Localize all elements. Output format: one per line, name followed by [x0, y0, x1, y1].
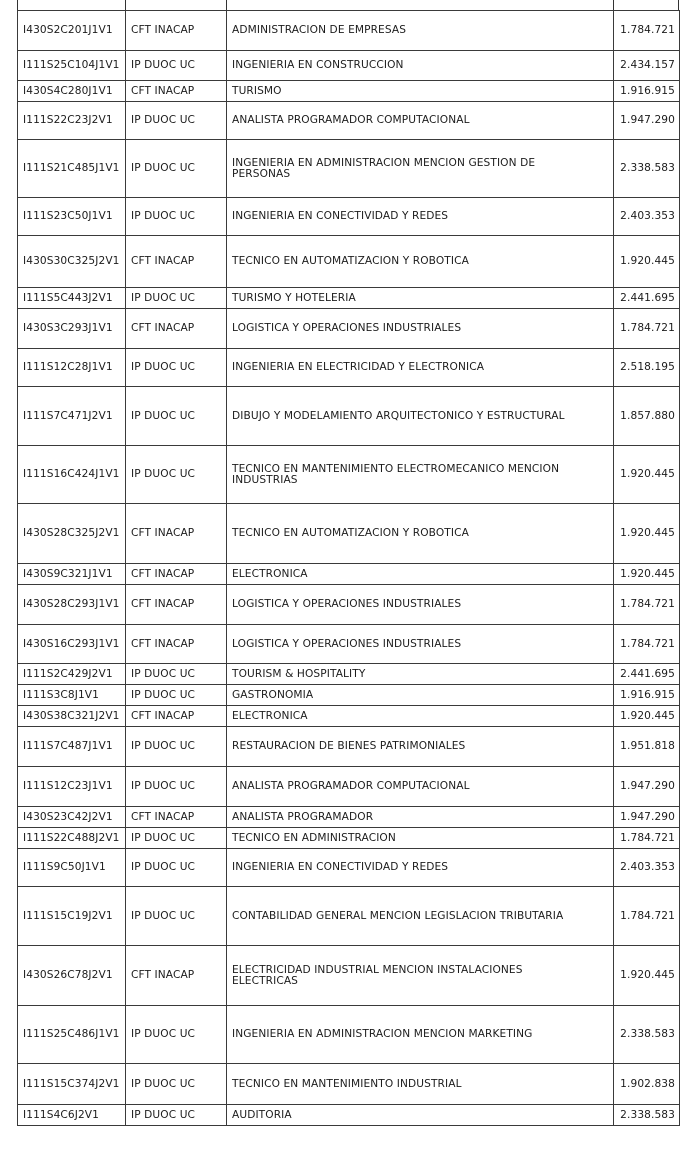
institution-cell-text: IP DUOC UC	[131, 59, 196, 71]
institution-cell-text: CFT INACAP	[131, 637, 195, 650]
institution-cell	[126, 887, 227, 946]
institution-cell-text: CFT INACAP	[131, 527, 195, 539]
program-cell	[227, 1064, 614, 1105]
code-cell-text: I430S16C293J1V1	[23, 637, 120, 650]
amount-cell	[614, 828, 680, 849]
table-row	[18, 504, 680, 564]
program-cell	[227, 664, 614, 685]
institution-cell-text: IP DUOC UC	[131, 291, 196, 304]
code-cell-text: I111S2C429J2V1	[23, 667, 113, 680]
table-row	[18, 564, 680, 585]
code-cell-text: I111S21C485J1V1	[23, 162, 120, 174]
amount-cell-text: 2.403.353	[620, 210, 675, 222]
institution-cell-text: IP DUOC UC	[131, 688, 196, 701]
code-cell	[18, 81, 126, 102]
institution-cell	[126, 946, 227, 1006]
institution-cell	[126, 504, 227, 564]
program-cell-text: ELECTRONICA	[232, 567, 308, 580]
program-cell-text: INGENIERIA EN ADMINISTRACION MENCION GESTION DE PERSONAS	[232, 156, 536, 180]
institution-cell	[126, 140, 227, 198]
code-cell-text: I111S12C28J1V1	[23, 361, 113, 373]
code-cell-text: I111S15C19J2V1	[23, 909, 113, 922]
amount-cell	[614, 887, 680, 946]
code-cell-text: I111S7C487J1V1	[23, 740, 113, 752]
program-cell	[227, 828, 614, 849]
table-row	[18, 706, 680, 727]
code-cell	[18, 625, 126, 664]
amount-cell	[614, 288, 680, 309]
program-cell	[227, 446, 614, 504]
code-cell-text: I111S9C50J1V1	[23, 861, 106, 873]
code-cell	[18, 140, 126, 198]
code-cell	[18, 767, 126, 807]
institution-cell-text: CFT INACAP	[131, 810, 195, 823]
code-cell-text: I111S15C374J2V1	[23, 1077, 120, 1090]
table-row	[18, 51, 680, 81]
code-cell	[18, 51, 126, 81]
amount-cell	[614, 102, 680, 140]
code-cell-text: I111S22C488J2V1	[23, 831, 120, 844]
code-cell	[18, 11, 126, 51]
program-cell-text: ADMINISTRACION DE EMPRESAS	[232, 24, 407, 36]
program-cell	[227, 849, 614, 887]
institution-cell-text: IP DUOC UC	[131, 740, 196, 752]
institution-cell-text: IP DUOC UC	[131, 861, 196, 873]
amount-cell-text: 2.518.195	[620, 361, 675, 373]
amount-cell	[614, 140, 680, 198]
amount-cell-text: 1.920.445	[620, 468, 675, 480]
amount-cell-text: 1.784.721	[620, 909, 675, 922]
program-cell	[227, 387, 614, 446]
program-cell	[227, 51, 614, 81]
amount-cell	[614, 198, 680, 236]
code-cell-text: I111S7C471J2V1	[23, 409, 113, 422]
institution-cell	[126, 849, 227, 887]
program-cell-text: INGENIERIA EN CONSTRUCCION	[232, 59, 404, 71]
amount-cell	[614, 727, 680, 767]
amount-cell-text: 1.947.290	[620, 780, 675, 792]
program-cell	[227, 349, 614, 387]
amount-cell-text: 1.784.721	[620, 637, 675, 650]
program-cell-text: ANALISTA PROGRAMADOR	[232, 810, 374, 823]
amount-cell-text: 2.338.583	[620, 162, 675, 174]
table-row	[18, 625, 680, 664]
institution-cell-text: IP DUOC UC	[131, 1108, 196, 1121]
amount-cell	[614, 664, 680, 685]
program-cell-text: ANALISTA PROGRAMADOR COMPUTACIONAL	[232, 780, 470, 792]
code-cell-text: I111S16C424J1V1	[23, 468, 120, 480]
code-cell-text: I430S3C293J1V1	[23, 322, 113, 334]
column-rule-top	[17, 0, 678, 10]
program-cell-text: TECNICO EN AUTOMATIZACION Y ROBOTICA	[232, 527, 469, 539]
code-cell-text: I111S25C104J1V1	[23, 59, 120, 71]
institution-cell-text: IP DUOC UC	[131, 361, 196, 373]
amount-cell	[614, 446, 680, 504]
code-cell	[18, 946, 126, 1006]
institution-cell	[126, 11, 227, 51]
code-cell	[18, 504, 126, 564]
program-cell-text: INGENIERIA EN CONECTIVIDAD Y REDES	[232, 861, 449, 873]
institution-cell-text: IP DUOC UC	[131, 409, 196, 422]
institution-cell-text: CFT INACAP	[131, 598, 195, 610]
institution-cell-text: CFT INACAP	[131, 255, 195, 267]
code-cell	[18, 727, 126, 767]
program-cell-text: AUDITORIA	[232, 1108, 292, 1121]
amount-cell-text: 1.947.290	[620, 810, 675, 823]
institution-cell	[126, 236, 227, 288]
program-cell	[227, 685, 614, 706]
program-cell-text: DIBUJO Y MODELAMIENTO ARQUITECTONICO Y ESTRUCTURAL	[232, 409, 565, 422]
amount-cell-text: 1.920.445	[620, 567, 675, 580]
program-cell-text: GASTRONOMIA	[232, 688, 314, 701]
institution-cell	[126, 1006, 227, 1064]
amount-cell-text: 1.902.838	[620, 1077, 675, 1090]
table-row	[18, 727, 680, 767]
institution-cell	[126, 102, 227, 140]
program-cell	[227, 727, 614, 767]
table-row	[18, 387, 680, 446]
institution-cell	[126, 1105, 227, 1126]
program-cell	[227, 102, 614, 140]
amount-cell	[614, 1064, 680, 1105]
table-row	[18, 664, 680, 685]
program-cell	[227, 504, 614, 564]
code-cell-text: I111S3C8J1V1	[23, 688, 99, 701]
table-row	[18, 288, 680, 309]
amount-cell-text: 2.441.695	[620, 667, 675, 680]
program-cell-text: TECNICO EN ADMINISTRACION	[232, 831, 396, 844]
table-row	[18, 807, 680, 828]
table-row	[18, 585, 680, 625]
institution-cell-text: CFT INACAP	[131, 24, 195, 36]
amount-cell-text: 2.403.353	[620, 861, 675, 873]
institution-cell	[126, 564, 227, 585]
program-cell-text: INGENIERIA EN ADMINISTRACION MENCION MARKETING	[232, 1028, 533, 1040]
institution-cell-text: IP DUOC UC	[131, 1028, 196, 1040]
program-cell	[227, 309, 614, 349]
program-cell	[227, 807, 614, 828]
code-cell	[18, 1064, 126, 1105]
amount-cell	[614, 625, 680, 664]
amount-cell	[614, 81, 680, 102]
amount-cell	[614, 706, 680, 727]
table-row	[18, 849, 680, 887]
code-cell-text: I430S4C280J1V1	[23, 84, 113, 97]
table-row	[18, 102, 680, 140]
program-cell-text: INGENIERIA EN CONECTIVIDAD Y REDES	[232, 210, 449, 222]
code-cell-text: I430S38C321J2V1	[23, 709, 120, 722]
code-cell-text: I111S25C486J1V1	[23, 1028, 120, 1040]
code-cell	[18, 1105, 126, 1126]
institution-cell	[126, 446, 227, 504]
amount-cell-text: 2.338.583	[620, 1028, 675, 1040]
amount-cell	[614, 946, 680, 1006]
code-cell	[18, 102, 126, 140]
program-cell-text: CONTABILIDAD GENERAL MENCION LEGISLACION TRIBUTARIA	[232, 909, 564, 922]
table-row	[18, 349, 680, 387]
program-cell-text: RESTAURACION DE BIENES PATRIMONIALES	[232, 740, 466, 752]
institution-cell-text: IP DUOC UC	[131, 210, 196, 222]
table-row	[18, 236, 680, 288]
institution-cell	[126, 706, 227, 727]
institution-cell-text: IP DUOC UC	[131, 667, 196, 680]
amount-cell-text: 1.784.721	[620, 24, 675, 36]
table-row	[18, 1064, 680, 1105]
program-cell-text: ANALISTA PROGRAMADOR COMPUTACIONAL	[232, 114, 470, 126]
program-cell	[227, 706, 614, 727]
institution-cell	[126, 51, 227, 81]
amount-cell	[614, 309, 680, 349]
institution-cell-text: CFT INACAP	[131, 709, 195, 722]
amount-cell-text: 1.916.915	[620, 84, 675, 97]
table-row	[18, 446, 680, 504]
table-row	[18, 887, 680, 946]
code-cell-text: I111S5C443J2V1	[23, 291, 113, 304]
institution-cell	[126, 807, 227, 828]
program-cell-text: LOGISTICA Y OPERACIONES INDUSTRIALES	[232, 598, 462, 610]
code-cell-text: I111S22C23J2V1	[23, 114, 113, 126]
program-cell	[227, 236, 614, 288]
amount-cell-text: 1.947.290	[620, 114, 675, 126]
institution-cell-text: IP DUOC UC	[131, 468, 196, 480]
table-row	[18, 1006, 680, 1064]
table-row	[18, 140, 680, 198]
program-cell	[227, 767, 614, 807]
institution-cell-text: IP DUOC UC	[131, 114, 196, 126]
program-cell	[227, 11, 614, 51]
institution-cell	[126, 1064, 227, 1105]
table-row	[18, 81, 680, 102]
amount-cell	[614, 504, 680, 564]
program-cell	[227, 1006, 614, 1064]
amount-cell	[614, 11, 680, 51]
code-cell-text: I430S26C78J2V1	[23, 969, 113, 981]
amount-cell	[614, 236, 680, 288]
institution-cell-text: IP DUOC UC	[131, 1077, 196, 1090]
careers-table	[17, 10, 680, 1126]
program-cell-text: TECNICO EN MANTENIMIENTO ELECTROMECANICO MENCION INDUSTRIAS	[232, 462, 560, 486]
code-cell-text: I430S9C321J1V1	[23, 567, 113, 580]
amount-cell	[614, 767, 680, 807]
institution-cell	[126, 349, 227, 387]
program-cell	[227, 887, 614, 946]
amount-cell	[614, 585, 680, 625]
code-cell-text: I430S28C293J1V1	[23, 598, 120, 610]
amount-cell	[614, 51, 680, 81]
code-cell-text: I430S23C42J2V1	[23, 810, 113, 823]
code-cell	[18, 706, 126, 727]
program-cell-text: TOURISM & HOSPITALITY	[232, 667, 366, 680]
institution-cell	[126, 727, 227, 767]
program-cell	[227, 625, 614, 664]
program-cell-text: TURISMO	[232, 84, 282, 97]
program-cell-text: TECNICO EN MANTENIMIENTO INDUSTRIAL	[232, 1077, 462, 1090]
table-row	[18, 198, 680, 236]
amount-cell-text: 2.441.695	[620, 291, 675, 304]
table-row	[18, 309, 680, 349]
code-cell	[18, 807, 126, 828]
code-cell	[18, 446, 126, 504]
amount-cell-text: 1.784.721	[620, 322, 675, 334]
program-cell-text: LOGISTICA Y OPERACIONES INDUSTRIALES	[232, 637, 462, 650]
program-cell	[227, 585, 614, 625]
program-cell	[227, 564, 614, 585]
institution-cell	[126, 198, 227, 236]
code-cell	[18, 887, 126, 946]
program-cell-text: TECNICO EN AUTOMATIZACION Y ROBOTICA	[232, 255, 469, 267]
program-cell-text: INGENIERIA EN ELECTRICIDAD Y ELECTRONICA	[232, 361, 485, 373]
program-cell-text: ELECTRICIDAD INDUSTRIAL MENCION INSTALACIONES ELECTRICAS	[232, 963, 523, 987]
institution-cell-text: CFT INACAP	[131, 969, 195, 981]
code-cell	[18, 849, 126, 887]
institution-cell	[126, 767, 227, 807]
code-cell-text: I111S4C6J2V1	[23, 1108, 99, 1121]
table-row	[18, 11, 680, 51]
program-cell	[227, 288, 614, 309]
amount-cell-text: 1.784.721	[620, 831, 675, 844]
table-row	[18, 767, 680, 807]
program-cell	[227, 81, 614, 102]
amount-cell-text: 1.951.818	[620, 740, 675, 752]
institution-cell-text: CFT INACAP	[131, 322, 195, 334]
institution-cell	[126, 288, 227, 309]
code-cell	[18, 198, 126, 236]
amount-cell	[614, 807, 680, 828]
code-cell	[18, 1006, 126, 1064]
amount-cell	[614, 387, 680, 446]
amount-cell-text: 1.916.915	[620, 688, 675, 701]
institution-cell-text: CFT INACAP	[131, 567, 195, 580]
amount-cell	[614, 349, 680, 387]
institution-cell	[126, 685, 227, 706]
table-row	[18, 685, 680, 706]
code-cell	[18, 288, 126, 309]
amount-cell	[614, 1105, 680, 1126]
amount-cell-text: 1.920.445	[620, 969, 675, 981]
amount-cell-text: 1.920.445	[620, 255, 675, 267]
code-cell	[18, 236, 126, 288]
institution-cell	[126, 387, 227, 446]
institution-cell	[126, 81, 227, 102]
institution-cell-text: IP DUOC UC	[131, 831, 196, 844]
code-cell-text: I430S28C325J2V1	[23, 527, 120, 539]
code-cell	[18, 387, 126, 446]
amount-cell	[614, 685, 680, 706]
institution-cell-text: CFT INACAP	[131, 84, 195, 97]
table-row	[18, 828, 680, 849]
code-cell-text: I430S30C325J2V1	[23, 255, 120, 267]
institution-cell-text: IP DUOC UC	[131, 162, 196, 174]
careers-table-body	[18, 11, 680, 1126]
institution-cell-text: IP DUOC UC	[131, 780, 196, 792]
institution-cell	[126, 309, 227, 349]
table-row	[18, 946, 680, 1006]
amount-cell-text: 2.434.157	[620, 59, 675, 71]
institution-cell	[126, 625, 227, 664]
code-cell	[18, 828, 126, 849]
code-cell-text: I111S23C50J1V1	[23, 210, 113, 222]
program-cell-text: TURISMO Y HOTELERIA	[232, 291, 356, 304]
amount-cell-text: 1.920.445	[620, 709, 675, 722]
program-cell	[227, 946, 614, 1006]
code-cell	[18, 685, 126, 706]
program-cell	[227, 1105, 614, 1126]
code-cell	[18, 309, 126, 349]
institution-cell	[126, 664, 227, 685]
amount-cell-text: 1.920.445	[620, 527, 675, 539]
program-cell	[227, 140, 614, 198]
program-cell-text: LOGISTICA Y OPERACIONES INDUSTRIALES	[232, 322, 462, 334]
amount-cell-text: 1.857.880	[620, 409, 675, 422]
amount-cell-text: 1.784.721	[620, 598, 675, 610]
code-cell	[18, 564, 126, 585]
code-cell-text: I111S12C23J1V1	[23, 780, 113, 792]
program-cell-text: ELECTRONICA	[232, 709, 308, 722]
code-cell	[18, 664, 126, 685]
amount-cell	[614, 849, 680, 887]
institution-cell	[126, 828, 227, 849]
code-cell	[18, 585, 126, 625]
amount-cell-text: 2.338.583	[620, 1108, 675, 1121]
amount-cell	[614, 564, 680, 585]
table-row	[18, 1105, 680, 1126]
program-cell	[227, 198, 614, 236]
code-cell-text: I430S2C201J1V1	[23, 24, 113, 36]
code-cell	[18, 349, 126, 387]
institution-cell	[126, 585, 227, 625]
institution-cell-text: IP DUOC UC	[131, 909, 196, 922]
amount-cell	[614, 1006, 680, 1064]
